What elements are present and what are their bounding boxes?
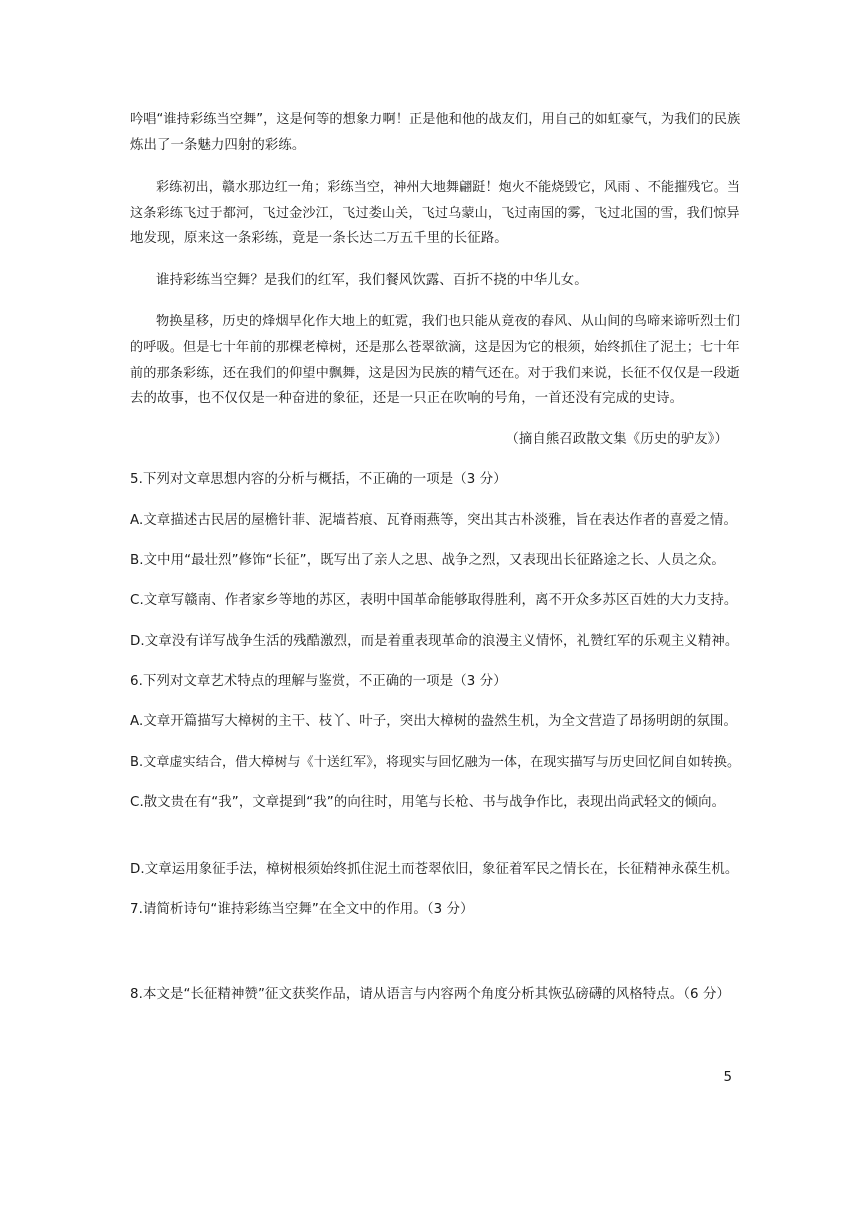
paragraph-line: 的呼吸。但是七十年前的那棵老樟树，还是那么苍翠欲滴，这是因为它的根须，始终抓住了泥土；七十年 (130, 340, 740, 355)
option-line: B.文章虚实结合，借大樟树与《十送红军》，将现实与回忆融为一体，在现实描写与历史回忆间自如转换。 (130, 755, 741, 770)
option-line: D.文章运用象征手法，樟树根须始终抓住泥土而苍翠依旧，象征着军民之情长在，长征精神永葆生机。 (130, 862, 739, 877)
option-line: B.文中用“最壮烈”修饰“长征”，既写出了亲人之思、战争之烈，又表现出长征路途之长、人员之众。 (130, 553, 725, 568)
source-citation: （摘自熊召政散文集《历史的驴友》） (505, 432, 728, 447)
paragraph-line: 去的故事，也不仅仅是一种奋进的象征，还是一只正在吹响的号角，一首还没有完成的史诗。 (130, 391, 684, 406)
paragraph-line: 前的那条彩练，还在我们的仰望中飘舞，这是因为民族的精气还在。对于我们来说，长征不仅仅是一段逝 (130, 366, 740, 381)
paragraph-line: 炼出了一条魅力四射的彩练。 (130, 138, 306, 153)
page-number: 5 (723, 1070, 732, 1085)
paragraph-line: 物换星移，历史的烽烟早化作大地上的虹霓，我们也只能从竟夜的春风、从山间的鸟啼来谛听烈士们 (156, 314, 740, 329)
question-8: 8.本文是“长征精神赞”征文获奖作品，请从语言与内容两个角度分析其恢弘磅礴的风格特点。（6 分） (130, 987, 730, 1002)
paragraph-line: 彩练初出，赣水那边红一角；彩练当空，神州大地舞翩跹！炮火不能烧毁它，风雨 、不能摧残它。当 (156, 180, 741, 195)
paragraph-line: 地发现，原来这一条彩练，竟是一条长达二万五千里的长征路。 (130, 231, 508, 246)
paragraph-line: 吟唱“谁持彩练当空舞”，这是何等的想象力啊！正是他和他的战友们，用自己的如虹豪气，为我们的民族 (130, 112, 741, 127)
question-7: 7.请简析诗句“谁持彩练当空舞”在全文中的作用。（3 分） (130, 902, 474, 917)
question-6: 6.下列对文章艺术特点的理解与鉴赏，不正确的一项是（3 分） (130, 674, 507, 689)
paragraph-line: 谁持彩练当空舞？是我们的红军，我们餐风饮露、百折不挠的中华儿女。 (156, 273, 588, 288)
option-line: D.文章没有详写战争生活的残酷激烈，而是着重表现革命的浪漫主义情怀，礼赞红军的乐观主义精神。 (130, 634, 739, 649)
option-line: A.文章描述古民居的屋檐针菲、泥墙苔痕、瓦脊雨燕等，突出其古朴淡雅，旨在表达作者的喜爱之情。 (130, 513, 737, 528)
question-5: 5.下列对文章思想内容的分析与概括，不正确的一项是（3 分） (130, 472, 507, 487)
option-line: A.文章开篇描写大樟树的主干、枝丫、叶子，突出大樟树的盎然生机，为全文营造了昂扬明朗的氛围。 (130, 714, 737, 729)
option-line: C.散文贵在有“我”，文章提到“我”的向往时，用笔与长枪、书与战争作比，表现出尚武轻文的倾向。 (130, 795, 726, 810)
option-line: C.文章写赣南、作者家乡等地的苏区，表明中国革命能够取得胜利，离不开众多苏区百姓的大力支持。 (130, 593, 738, 608)
paragraph-line: 这条彩练飞过于都河，飞过金沙江，飞过娄山关，飞过乌蒙山，飞过南国的雾，飞过北国的雪，我们惊异 (130, 206, 740, 221)
